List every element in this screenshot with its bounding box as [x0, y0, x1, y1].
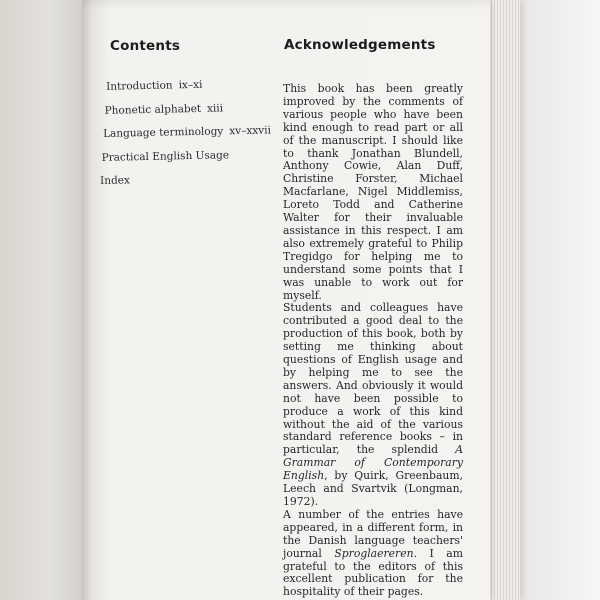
- toc-entry-pages: xiii: [206, 101, 224, 115]
- journal-title: Sproglaereren: [334, 546, 414, 560]
- page-edges: [486, 0, 520, 600]
- background-right: [520, 0, 600, 600]
- toc-entry-pages: xv–xxvii: [229, 124, 272, 138]
- acknowledgements-paragraph-3: [283, 509, 463, 599]
- page-top-shadow: [82, 0, 490, 10]
- acknowledgements-paragraph-2: [283, 302, 463, 509]
- book-title: A Grammar of Contemporary English: [283, 443, 463, 483]
- toc-entry-label: Language terminology: [103, 125, 224, 140]
- paragraph-3-text: A number of the entries have appeared, in a different form, in the Danish language teachers' journal: [283, 507, 463, 560]
- toc-entry: [100, 170, 280, 197]
- contents-list: [98, 76, 280, 197]
- paragraph-3-text-end: . I am grateful to the editors of this excellent publication for the hospitality of their pages.: [283, 546, 463, 599]
- acknowledgements-heading: Acknowledgements: [284, 37, 436, 53]
- toc-entry-label: Index: [99, 174, 131, 187]
- toc-entry-label: Phonetic alphabet: [104, 102, 202, 117]
- paragraph-2-text: Students and colleagues have contributed a good deal to the production of this book, both by setting me thinking about questions of English usage and by helping me to see the answers. And obviously it would not have been possible to produce a work of this kind without the aid of the various standard reference books – in particular, the splendid: [283, 301, 463, 457]
- toc-entry-label: Practical English Usage: [101, 148, 230, 164]
- toc-entry-label: Introduction: [106, 79, 173, 93]
- acknowledgements-body: [283, 83, 463, 599]
- background-left: [0, 0, 90, 600]
- acknowledgements-paragraph-1: This book has been greatly improved by the comments of various people who have been kind enough to read part or all of the manuscript. I should like to thank Jonathan Blundell, Anthony Cowie, Alan Duff, Christine Forster, Michael Macfarlane, Nigel Middlemiss, Loreto Todd and Catherine Walter for their invaluable assistance in this respect. I am also extremely grateful to Philip Tregidgo for helping me to understand some points that I was unable to work out for myself.: [283, 82, 463, 302]
- paragraph-2-text-end: , by Quirk, Greenbaum, Leech and Svartvik (Longman, 1972).: [283, 469, 463, 508]
- toc-entry-pages: ix–xi: [178, 78, 203, 92]
- contents-heading: Contents: [110, 38, 181, 54]
